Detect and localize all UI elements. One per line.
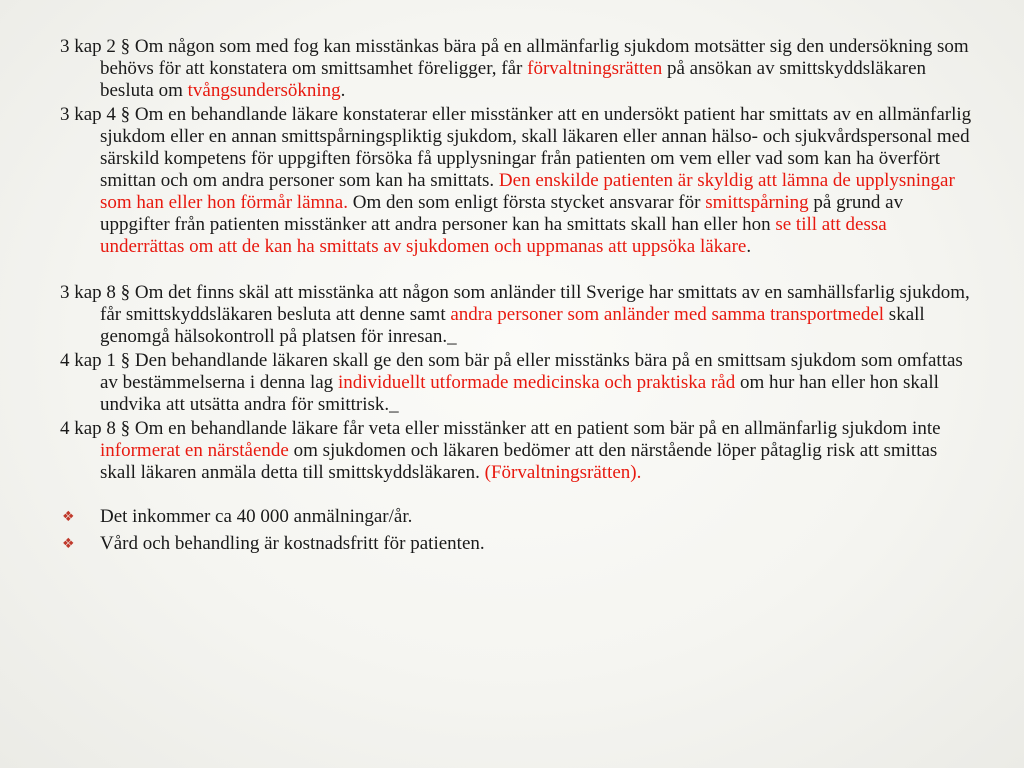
highlight-inform-relative: informerat en närstående xyxy=(100,440,289,461)
text-segment: på grund av uppgifter från patienten misstänker att andra personer kan ha smittats skall han eller hon xyxy=(100,192,904,235)
highlight-patient-duty: Den enskilde patienten är skyldig att lämna de upplysningar som han eller hon förmår lämna. xyxy=(100,170,955,213)
highlight-smittsparning: smittspårning xyxy=(705,192,809,213)
highlight-tvangsundersokning: tvångsundersökning xyxy=(187,80,341,101)
diamond-bullet-icon: ❖ xyxy=(62,536,75,552)
text-segment: om hur han eller hon skall undvika att utsätta andra för smittrisk._ xyxy=(100,372,939,415)
text-segment: Om den som enligt första stycket ansvarar för xyxy=(347,192,706,213)
bullet-item xyxy=(60,533,972,555)
diamond-bullet-icon: ❖ xyxy=(62,509,75,525)
bullet-item xyxy=(60,506,972,528)
text-segment: skall genomgå hälsokontroll på platsen för inresan._ xyxy=(100,304,925,347)
law-paragraph-4-kap-8 xyxy=(60,418,972,484)
highlight-forvaltningsratten-ref: (Förvaltningsrätten). xyxy=(484,462,642,483)
text-segment: om sjukdomen och läkaren bedömer att den närstående löper påtaglig risk att smittas skall läkaren anmäla detta till smittskyddsläkaren. xyxy=(100,440,938,483)
text-segment: 4 kap 1 § Den behandlande läkaren skall ge den som bär på eller misstänks bära på en smittsam sjukdom som omfattas av bestämmelserna i denna lag xyxy=(60,350,963,393)
slide-body xyxy=(60,36,972,560)
highlight-individual-advice: individuellt utformade medicinska och praktiska råd xyxy=(337,372,736,393)
text-segment: 4 kap 8 § Om en behandlande läkare får veta eller misstänker att en patient som bär på en allmänfarlig sjukdom inte xyxy=(60,418,941,439)
law-paragraph-4-kap-1 xyxy=(60,350,972,416)
law-paragraph-3-kap-2 xyxy=(60,36,972,102)
text-segment: 3 kap 4 § Om en behandlande läkare konstaterar eller misstänker att en undersökt patient har smittats av en allmänfarlig sjukdom eller en annan smittspårningspliktig sjukdom, skall läkaren eller annan hälso- och sjukvårdspersonal med särskild kompetens för uppgiften försöka få upplysningar från patienten om vem eller vad som kan ha överfört smittan och om andra personer som kan ha smittats. xyxy=(60,104,972,191)
bullet-list xyxy=(60,506,972,555)
text-segment: . xyxy=(746,236,752,257)
law-paragraph-3-kap-8 xyxy=(60,282,972,348)
text-segment: 3 kap 8 § Om det finns skäl att misstänka att någon som anländer till Sverige har smittats av en samhällsfarlig sjukdom, får smittskyddsläkaren besluta att denne samt xyxy=(60,282,970,325)
bullet-text: Vård och behandling är kostnadsfritt för patienten. xyxy=(100,533,485,554)
highlight-notify-contacts: se till att dessa underrättas om att de kan ha smittats av sjukdomen och uppmanas att uppsöka läkare xyxy=(100,214,887,257)
law-paragraph-3-kap-4 xyxy=(60,104,972,258)
text-segment: 3 kap 2 § Om någon som med fog kan misstänkas bära på en allmänfarlig sjukdom motsätter sig den undersökning som behövs för att konstatera om smittsamhet föreligger, får xyxy=(60,36,969,79)
bullet-text: Det inkommer ca 40 000 anmälningar/år. xyxy=(100,506,413,527)
highlight-forvaltningsratten: förvaltningsrätten xyxy=(527,58,663,79)
text-segment: . xyxy=(340,80,346,101)
highlight-other-passengers: andra personer som anländer med samma transportmedel xyxy=(450,304,885,325)
text-segment: på ansökan av smittskyddsläkaren besluta om xyxy=(100,58,927,101)
